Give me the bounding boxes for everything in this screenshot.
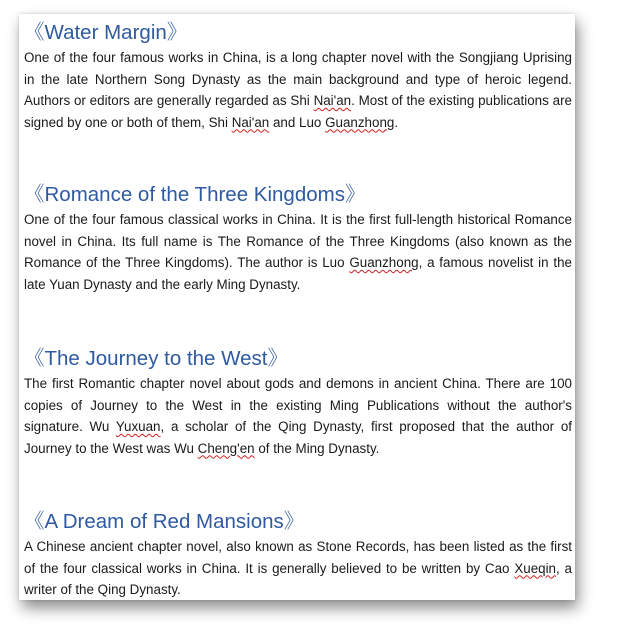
section-three-kingdoms (24, 181, 572, 295)
spellcheck-word[interactable]: Guanzhong (325, 114, 395, 130)
body-text: . (394, 114, 399, 130)
body-text: , a scholar of the Qing Dynasty, first proposed that the author of Journey to the West was Wu (24, 419, 572, 456)
section-body (24, 536, 572, 600)
section-water-margin (24, 19, 572, 133)
spellcheck-word[interactable]: Nai'an (231, 114, 270, 130)
spellcheck-word[interactable]: Yuxuan (115, 419, 161, 434)
section-body (24, 47, 572, 133)
section-title: 《The Journey to the West》 (24, 347, 288, 370)
body-text: A Chinese ancient chapter novel, also known as Stone Records, has been listed as the first of the four classical works in China. It is generally believed to be written by Cao (24, 539, 572, 576)
document-page (19, 14, 575, 600)
body-text: The first Romantic chapter novel about gods and demons in ancient China. There are 100 copies of Journey to the West in the existing Ming Publications without the author's signature. Wu (24, 376, 572, 434)
section-title: 《A Dream of Red Mansions》 (24, 510, 305, 533)
spellcheck-word[interactable]: Cheng'en (197, 440, 255, 456)
body-text: , a writer of the Qing Dynasty. (24, 560, 573, 597)
section-red-mansions (24, 508, 572, 600)
spellcheck-word[interactable]: Xueqin (514, 560, 557, 576)
section-body (24, 209, 572, 295)
body-text: . Most of the existing publications are signed by one or both of them, Shi (24, 93, 572, 130)
body-text: of the Ming Dynasty. (254, 440, 380, 456)
body-text: and Luo (269, 114, 326, 130)
body-text: One of the four famous works in China, is a long chapter novel with the Songjiang Uprising in the late Northern Song Dynasty as the main background and type of heroic legend. Authors or editors are generally regarded as Shi (24, 50, 572, 108)
section-title: 《Water Margin》 (24, 21, 188, 44)
section-body (24, 373, 572, 459)
body-text: , a famous novelist in the late Yuan Dynasty and the early Ming Dynasty. (24, 255, 572, 292)
section-journey-west (24, 345, 572, 459)
spellcheck-word[interactable]: Guanzhong (349, 255, 419, 270)
section-title: 《Romance of the Three Kingdoms》 (24, 183, 366, 206)
spellcheck-word[interactable]: Nai'an (313, 93, 352, 108)
body-text: One of the four famous classical works in China. It is the first full-length historical Romance novel in China. Its full name is The Romance of the Three Kingdoms (also known as the Romance of the Three Kingdoms). The author is Luo (24, 212, 572, 270)
